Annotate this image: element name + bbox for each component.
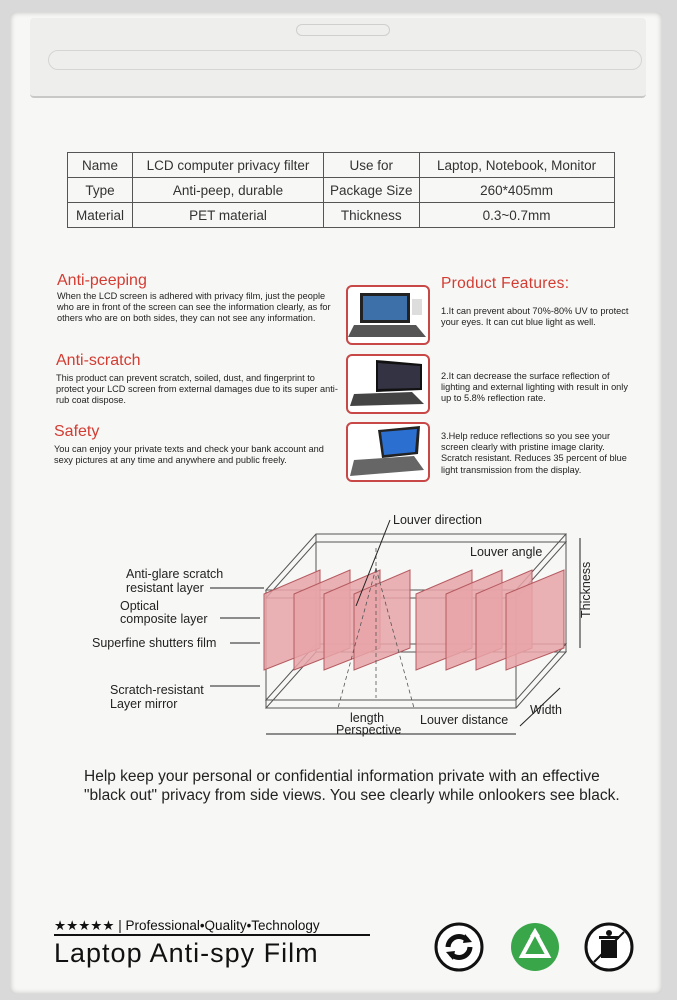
- spec-key: Material: [68, 203, 133, 228]
- label-optical-1: Optical: [120, 599, 159, 613]
- laptop-angle-image: [346, 422, 430, 482]
- spec-key: Type: [68, 178, 133, 203]
- label-louver-distance: Louver distance: [420, 713, 509, 727]
- label-thickness: Thickness: [579, 561, 593, 618]
- product-feature-3: 3.Help reduce reflections so you see your screen clearly with pristine image clarity. Scratch resistant. Reduces 35 percent of blue light transmission from the display.: [441, 431, 627, 475]
- spec-key: Name: [68, 153, 133, 178]
- table-row: [68, 153, 615, 178]
- spec-key: Thickness: [324, 203, 420, 228]
- label-anti-glare-1: Anti-glare scratch: [126, 567, 224, 581]
- trash-bin-icon: [584, 922, 634, 972]
- label-scratch-1: Scratch-resistant: [110, 683, 204, 697]
- product-features-title: Product Features:: [441, 275, 570, 292]
- anti-scratch-title: Anti-scratch: [56, 352, 141, 369]
- spec-value: Anti-peep, durable: [133, 178, 324, 203]
- anti-peeping-title: Anti-peeping: [57, 272, 147, 289]
- hang-hole: [48, 50, 642, 70]
- product-feature-1: 1.It can prevent about 70%-80% UV to protect your eyes. It can cut blue light as well.: [441, 306, 629, 328]
- table-row: [68, 178, 615, 203]
- recycle-triangle-icon: [510, 922, 560, 972]
- brand-tagline: [54, 918, 320, 934]
- product-feature-2: 2.It can decrease the surface reflection of lighting and external lighting with result in only up to 5.8% reflection rate.: [441, 371, 628, 404]
- spec-value: PET material: [133, 203, 324, 228]
- label-perspective: Perspective: [336, 723, 402, 737]
- spec-key: Package Size: [324, 178, 420, 203]
- spec-table: [67, 152, 615, 228]
- louver-structure-diagram: [60, 508, 620, 748]
- hang-slot: [296, 24, 390, 36]
- spec-value: Laptop, Notebook, Monitor: [419, 153, 614, 178]
- privacy-description: Help keep your personal or confidential information private with an effective "black out" privacy from side views. You see clearly while onlookers see black.: [84, 768, 620, 804]
- anti-scratch-text: This product can prevent scratch, soiled, dust, and fingerprint to protect your LCD screen from external damages due to its super anti-rub coat dispose.: [56, 373, 338, 406]
- label-anti-glare-2: resistant layer: [126, 581, 204, 595]
- label-scratch-2: Layer mirror: [110, 697, 178, 711]
- laptop-side-image: [346, 354, 430, 414]
- label-louver-direction: Louver direction: [393, 513, 482, 527]
- safety-text: You can enjoy your private texts and check your bank account and sexy pictures at any time and anywhere and public freely.: [54, 444, 324, 466]
- label-width: Width: [530, 703, 562, 717]
- laptop-front-image: [346, 285, 430, 345]
- product-title: Laptop Anti-spy Film: [54, 938, 319, 968]
- spec-key: Use for: [324, 153, 420, 178]
- label-shutters: Superfine shutters film: [92, 636, 217, 650]
- spec-value: 260*405mm: [419, 178, 614, 203]
- spec-value: 0.3~0.7mm: [419, 203, 614, 228]
- rating-stars: ★★★★★: [54, 918, 115, 933]
- recycle-arrows-icon: [434, 922, 484, 972]
- spec-value: LCD computer privacy filter: [133, 153, 324, 178]
- label-length: length: [350, 711, 385, 725]
- label-optical-2: composite layer: [120, 612, 208, 626]
- table-row: [68, 203, 615, 228]
- anti-peeping-text: When the LCD screen is adhered with privacy film, just the people who are in front of the screen can see the information clearly, as for others who are on both sides, they can not see any information.: [57, 291, 331, 324]
- divider: [54, 934, 370, 936]
- label-louver-angle: Louver angle: [470, 545, 543, 559]
- safety-title: Safety: [54, 423, 100, 440]
- tagline-text: | Professional•Quality•Technology: [118, 918, 320, 933]
